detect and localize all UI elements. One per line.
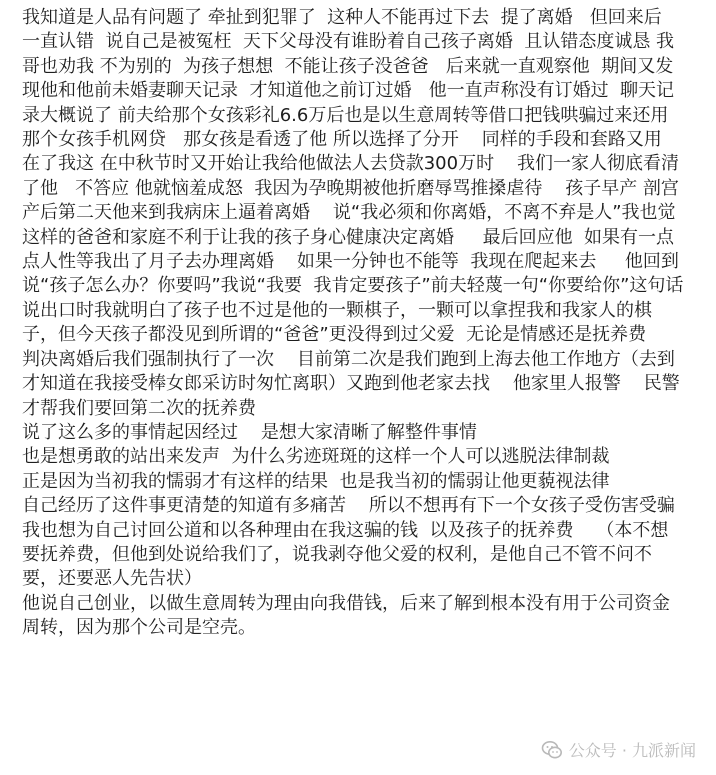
text-line: 周转，因为那个公司是空壳。	[22, 617, 256, 639]
wechat-icon	[541, 739, 563, 761]
text-line: 那个女孩手机网贷 那女孩是看透了他 所以选择了分开 同样的手段和套路又用	[22, 129, 662, 151]
text-line: 点人性等我出了月子去办理离婚 如果一分钟也不能等 我现在爬起来去 他回到	[22, 251, 679, 273]
text-line: 哥也劝我 不为别的 为孩子想想 不能让孩子没爸爸 后来就一直观察他 期间又发	[22, 55, 674, 77]
watermark-text: 公众号 · 九派新闻	[568, 741, 696, 760]
text-line: 录大概说了 前夫给那个女孩彩礼6.6万后也是以生意周转等借口把钱哄骗过来还用	[22, 104, 669, 126]
text-line: 才帮我们要回第二次的抚养费	[22, 397, 256, 419]
text-line: 一直认错 说自己是被冤枉 天下父母没有谁盼着自己孩子离婚 且认错态度诚恳 我	[22, 31, 675, 53]
article-text	[22, 6, 712, 641]
text-line: 在了我这 在中秋节时又开始让我给他做法人去贷款300万时 我们一家人彻底看清	[22, 153, 679, 175]
text-line: 说出口时我就明白了孩子也不过是他的一颗棋子，一颗可以拿捏我和我家人的棋	[22, 299, 652, 321]
text-line: 现他和他前未婚妻聊天记录 才知道他之前订过婚 他一直声称没有订婚过 聊天记	[22, 80, 675, 102]
text-line: 我知道是人品有问题了 牵扯到犯罪了 这种人不能再过下去 提了离婚 但回来后	[22, 7, 662, 28]
text-line: 他说自己创业，以做生意周转为理由向我借钱，后来了解到根本没有用于公司资金	[22, 592, 670, 614]
text-line: 了他 不答应 他就恼羞成怒 我因为孕晚期被他折磨辱骂推搡虐待 孩子早产 剖宫	[22, 177, 679, 199]
text-line: 这样的爸爸和家庭不利于让我的孩子身心健康决定离婚 最后回应他 如果有一点	[22, 226, 675, 248]
text-line: 子，但今天孩子都没见到所谓的“爸爸”更没得到过父爱 无论是情感还是抚养费	[22, 324, 647, 346]
text-line: 才知道在我接受棒女郎采访时匆忙离职）又跑到他老家去找 他家里人报警 民警	[22, 373, 680, 395]
text-line: 要抚养费，但他到处说给我们了，说我剥夺他父爱的权利，是他自己不管不问不	[22, 543, 652, 565]
text-line: 判决离婚后我们强制执行了一次 目前第二次是我们跑到上海去他工作地方（去到	[22, 348, 675, 370]
text-line: 产后第二天他来到我病床上逼着离婚 说“我必须和你离婚，不离不弃是人”我也觉	[22, 202, 676, 224]
text-line: 说了这么多的事情起因经过 是想大家清晰了解整件事情	[22, 421, 477, 443]
text-line: 自己经历了这件事更清楚的知道有多痛苦 所以不想再有下一个女孩子受伤害受骗	[22, 495, 675, 517]
text-line: 要，还要恶人先告状）	[22, 568, 202, 590]
text-line: 说“孩子怎么办？你要吗”我说“我要 我肯定要孩子”前夫轻蔑一句“你要给你”这句话	[22, 275, 684, 297]
text-line: 正是因为当初我的懦弱才有这样的结果 也是我当初的懦弱让他更藐视法律	[22, 470, 610, 492]
text-line: 也是想勇敢的站出来发声 为什么劣迹斑斑的这样一个人可以逃脱法律制裁	[22, 446, 610, 468]
watermark	[535, 736, 702, 763]
text-line: 我也想为自己讨回公道和以各种理由在我这骗的钱 以及孩子的抚养费 （本不想	[22, 519, 669, 541]
